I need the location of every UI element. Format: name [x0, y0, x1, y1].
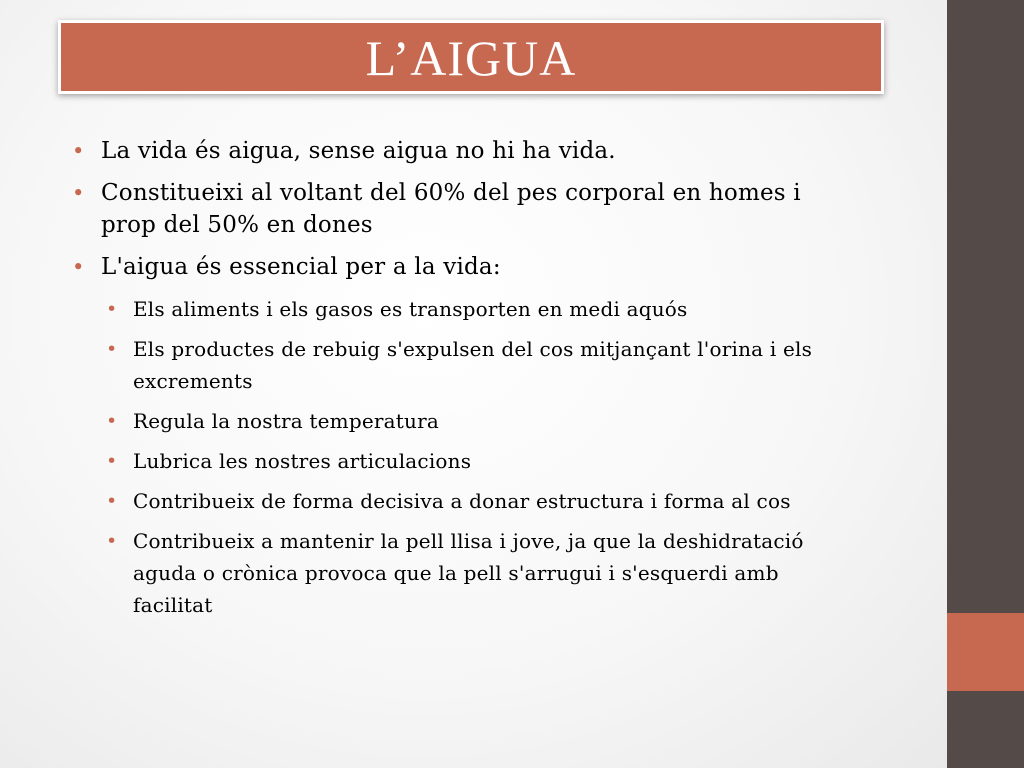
sub-bullet-item — [104, 293, 842, 325]
bullet-text: La vida és aigua, sense aigua no hi ha vida. — [101, 138, 616, 164]
bullet-dot-icon: • — [72, 139, 85, 163]
sidebar-accent-block — [947, 613, 1024, 691]
bullet-dot-icon: • — [106, 530, 118, 552]
sub-bullet-text: Lubrica les nostres articulacions — [133, 449, 472, 473]
bullet-text: L'aigua és essencial per a la vida: — [101, 254, 501, 280]
sub-bullet-text: Regula la nostra temperatura — [133, 409, 439, 433]
title-banner — [58, 20, 884, 94]
sub-bullet-text: Contribueix de forma decisiva a donar estructura i forma al cos — [133, 489, 791, 513]
bullet-item — [72, 135, 842, 167]
bullet-dot-icon: • — [72, 255, 85, 279]
sub-bullet-text: Contribueix a mantenir la pell llisa i jove, ja que la deshidratació aguda o crònica provoca que la pell s'arrugui i s'esquerdi amb facilitat — [133, 529, 804, 617]
sub-bullet-item — [104, 333, 842, 397]
bullet-dot-icon: • — [106, 338, 118, 360]
sidebar-dark-block — [947, 691, 1024, 768]
sub-bullet-text: Els productes de rebuig s'expulsen del cos mitjançant l'orina i els excrements — [133, 337, 813, 393]
sub-bullet-item — [104, 525, 842, 621]
slide-title: L’AIGUA — [365, 30, 577, 86]
bullet-item — [72, 251, 842, 283]
bullet-text: Constitueixi al voltant del 60% del pes corporal en homes i prop del 50% en dones — [101, 180, 801, 238]
bullet-dot-icon: • — [106, 410, 118, 432]
right-sidebar — [947, 0, 1024, 768]
sub-bullet-item — [104, 485, 842, 517]
bullet-list — [72, 135, 842, 629]
bullet-item — [72, 177, 842, 241]
sub-bullet-text: Els aliments i els gasos es transporten en medi aquós — [133, 297, 688, 321]
bullet-dot-icon: • — [106, 490, 118, 512]
sidebar-dark-block — [947, 0, 1024, 613]
bullet-dot-icon: • — [106, 298, 118, 320]
sub-bullet-item — [104, 405, 842, 437]
bullet-dot-icon: • — [106, 450, 118, 472]
bullet-dot-icon: • — [72, 181, 85, 205]
sub-bullet-item — [104, 445, 842, 477]
